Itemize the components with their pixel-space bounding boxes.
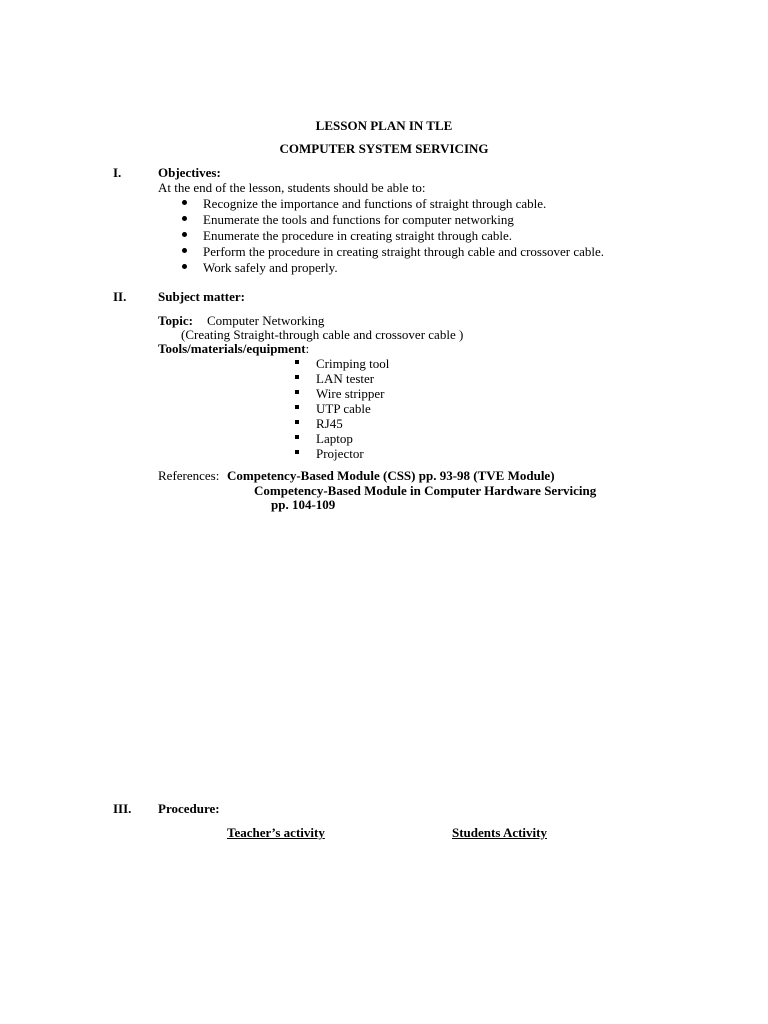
tool-text: Wire stripper xyxy=(316,386,385,401)
references-label: References: xyxy=(158,468,220,483)
bullet-icon xyxy=(182,248,187,253)
square-bullet-icon xyxy=(295,375,299,379)
objective-text: Work safely and properly. xyxy=(203,260,338,275)
objective-text: Enumerate the procedure in creating straight through cable. xyxy=(203,228,512,243)
column-header-teacher: Teacher’s activity xyxy=(227,825,325,840)
square-bullet-icon xyxy=(295,450,299,454)
section-heading-subject: Subject matter: xyxy=(158,289,245,304)
reference-line-2: Competency-Based Module in Computer Hardware Servicing xyxy=(254,483,597,498)
section-numeral-procedure: III. xyxy=(113,801,132,816)
bullet-icon xyxy=(182,200,187,205)
tools-label: Tools/materials/equipment xyxy=(158,341,306,356)
document-title: LESSON PLAN IN TLE xyxy=(315,118,453,133)
tools-colon: : xyxy=(305,341,310,356)
column-header-students: Students Activity xyxy=(452,825,547,840)
tool-text: LAN tester xyxy=(316,371,375,386)
tool-text: Crimping tool xyxy=(316,356,390,371)
square-bullet-icon xyxy=(295,360,299,364)
bullet-icon xyxy=(182,264,187,269)
square-bullet-icon xyxy=(295,435,299,439)
document-subtitle: COMPUTER SYSTEM SERVICING xyxy=(279,141,489,156)
section-numeral-subject: II. xyxy=(113,289,127,304)
tool-text: Projector xyxy=(316,446,364,461)
topic-detail: (Creating Straight-through cable and crossover cable ) xyxy=(181,327,464,342)
objective-text: Enumerate the tools and functions for computer networking xyxy=(203,212,514,227)
section-heading-objectives: Objectives: xyxy=(158,165,221,180)
tool-text: Laptop xyxy=(316,431,353,446)
reference-line-3: pp. 104-109 xyxy=(271,497,336,512)
objective-text: Recognize the importance and functions of straight through cable. xyxy=(203,196,547,211)
square-bullet-icon xyxy=(295,405,299,409)
objective-text: Perform the procedure in creating straight through cable and crossover cable. xyxy=(203,244,605,259)
tool-text: RJ45 xyxy=(316,416,343,431)
section-heading-procedure: Procedure: xyxy=(158,801,220,816)
section-numeral-objectives: I. xyxy=(113,165,122,180)
bullet-icon xyxy=(182,232,187,237)
tools-heading xyxy=(158,341,309,356)
square-bullet-icon xyxy=(295,390,299,394)
reference-line-1: Competency-Based Module (CSS) pp. 93-98 (TVE Module) xyxy=(227,468,555,483)
topic-label: Topic: xyxy=(158,313,193,328)
topic-value: Computer Networking xyxy=(207,313,325,328)
square-bullet-icon xyxy=(295,420,299,424)
bullet-icon xyxy=(182,216,187,221)
objectives-intro: At the end of the lesson, students should be able to: xyxy=(158,180,426,195)
tool-text: UTP cable xyxy=(316,401,371,416)
